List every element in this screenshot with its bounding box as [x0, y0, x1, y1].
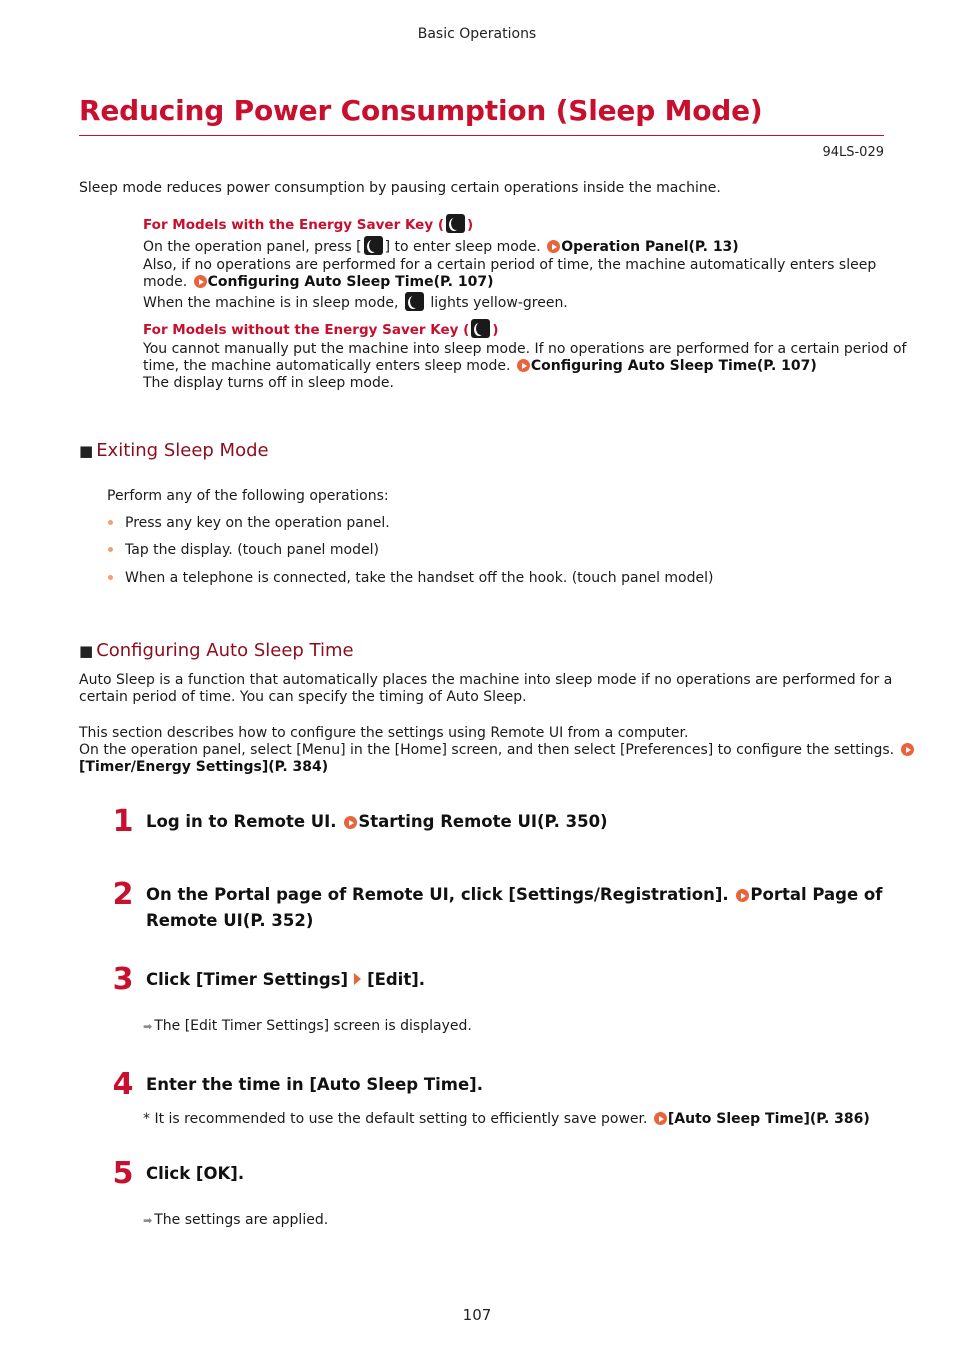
- link-arrow-icon: [344, 816, 357, 829]
- section-square-icon: ■: [79, 442, 94, 460]
- link-arrow-icon: [194, 275, 207, 288]
- models-with-key-line1: On the operation panel, press [ ] to enter sleep mode. Operation Panel(P. 13): [143, 236, 739, 256]
- models-without-key-heading: For Models without the Energy Saver Key ( ): [143, 319, 499, 338]
- configuring-auto-sleep-link[interactable]: Configuring Auto Sleep Time(P. 107): [207, 274, 494, 290]
- models-with-key-line3: mode. Configuring Auto Sleep Time(P. 107): [143, 274, 494, 290]
- step-4-note: * It is recommended to use the default setting to efficiently save power. [Auto Sleep Time](P. 386): [143, 1111, 870, 1127]
- title-divider: [79, 135, 884, 136]
- link-arrow-icon: [901, 743, 914, 756]
- intro-text: Sleep mode reduces power consumption by pausing certain operations inside the machine.: [79, 180, 721, 196]
- exiting-lead: Perform any of the following operations:: [107, 488, 389, 504]
- result-arrow-icon: ➡: [143, 1214, 152, 1227]
- list-item: Press any key on the operation panel.: [125, 515, 390, 531]
- models-without-key-line3: The display turns off in sleep mode.: [143, 375, 394, 391]
- configuring-para1-line2: certain period of time. You can specify the timing of Auto Sleep.: [79, 689, 527, 705]
- step-number: 3: [112, 962, 134, 997]
- bullet-dot-icon: [108, 547, 113, 552]
- page-number: 107: [462, 1306, 492, 1324]
- auto-sleep-time-link[interactable]: [Auto Sleep Time](P. 386): [667, 1111, 870, 1127]
- result-arrow-icon: ➡: [143, 1020, 152, 1033]
- document-id: 94LS-029: [822, 145, 884, 160]
- running-header: Basic Operations: [417, 26, 537, 42]
- bullet-dot-icon: [108, 575, 113, 580]
- configuring-para2-line2: On the operation panel, select [Menu] in the [Home] screen, and then select [Preferences] to configure the settings.: [79, 742, 915, 759]
- step-number: 1: [112, 804, 134, 839]
- bullet-dot-icon: [108, 520, 113, 525]
- models-without-key-line2: time, the machine automatically enters sleep mode. Configuring Auto Sleep Time(P. 107): [143, 358, 817, 374]
- step-5-text: Click [OK].: [146, 1164, 245, 1183]
- step-3-result: ➡ The [Edit Timer Settings] screen is displayed.: [143, 1018, 472, 1034]
- step-4-text: Enter the time in [Auto Sleep Time].: [146, 1075, 483, 1094]
- step-number: 4: [112, 1067, 134, 1102]
- energy-saver-key-icon: [446, 214, 465, 233]
- portal-page-link[interactable]: Portal Page of: [750, 885, 883, 904]
- list-item: Tap the display. (touch panel model): [125, 542, 379, 558]
- starting-remote-ui-link[interactable]: Starting Remote UI(P. 350): [358, 812, 608, 831]
- configuring-heading: ■ Configuring Auto Sleep Time: [79, 640, 354, 661]
- models-with-key-line2: Also, if no operations are performed for a certain period of time, the machine automatically enters sleep: [143, 257, 877, 273]
- models-without-key-line1: You cannot manually put the machine into sleep mode. If no operations are performed for a certain period of: [143, 341, 907, 357]
- step-1-text: Log in to Remote UI. Starting Remote UI(P. 350): [146, 812, 608, 831]
- step-3-text: Click [Timer Settings] [Edit].: [146, 970, 426, 989]
- link-arrow-icon: [736, 889, 749, 902]
- step-number: 2: [112, 877, 134, 912]
- next-arrow-icon: [354, 973, 361, 985]
- link-arrow-icon: [547, 240, 560, 253]
- timer-energy-settings-link[interactable]: [Timer/Energy Settings](P. 384): [79, 759, 329, 775]
- page-title: Reducing Power Consumption (Sleep Mode): [79, 94, 763, 127]
- exiting-sleep-heading: ■ Exiting Sleep Mode: [79, 440, 269, 461]
- step-number: 5: [112, 1156, 134, 1191]
- list-item: When a telephone is connected, take the handset off the hook. (touch panel model): [125, 570, 714, 586]
- configuring-para1-line1: Auto Sleep is a function that automatically places the machine into sleep mode if no operations are performed for a: [79, 672, 893, 688]
- configuring-para2-line1: This section describes how to configure the settings using Remote UI from a computer.: [79, 725, 689, 741]
- models-with-key-line4: When the machine is in sleep mode, lights yellow-green.: [143, 292, 568, 312]
- models-with-key-heading: For Models with the Energy Saver Key ( ): [143, 214, 473, 233]
- step-5-result: ➡ The settings are applied.: [143, 1212, 329, 1228]
- energy-saver-key-icon: [471, 319, 490, 338]
- energy-saver-key-icon: [405, 292, 424, 311]
- configuring-auto-sleep-link[interactable]: Configuring Auto Sleep Time(P. 107): [530, 358, 817, 374]
- section-square-icon: ■: [79, 642, 94, 660]
- link-arrow-icon: [517, 359, 530, 372]
- link-arrow-icon: [654, 1112, 667, 1125]
- operation-panel-link[interactable]: Operation Panel(P. 13): [561, 239, 739, 255]
- portal-page-link-continued[interactable]: Remote UI(P. 352): [146, 911, 314, 930]
- energy-saver-key-icon: [364, 236, 383, 255]
- step-2-text: On the Portal page of Remote UI, click [Settings/Registration]. Portal Page of: [146, 885, 883, 904]
